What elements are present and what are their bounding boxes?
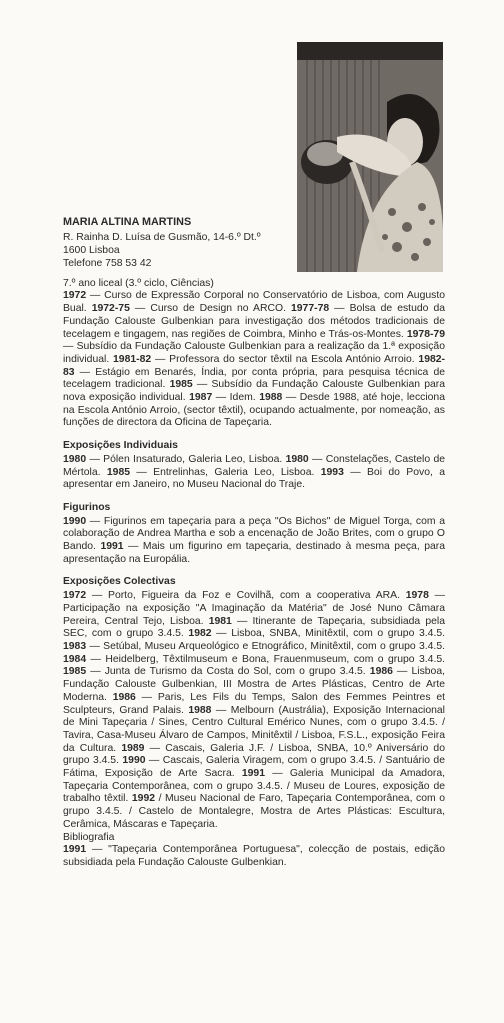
entry-text: — Itinerante de Tapeçaria, subsidiada pela SEC, com o grupo 3.4.5. <box>63 615 445 640</box>
entry-text: — Mais um figurino em tapeçaria, destinado à mesma peça, para apresentação na Europália. <box>63 541 445 565</box>
biography-document <box>63 216 445 870</box>
individual-exhibitions <box>63 454 445 492</box>
entry-text: — Junta de Turismo da Costa do Sol, com o grupo 3.4.5. <box>86 666 370 678</box>
entry-year: 1984 <box>63 653 87 665</box>
entry-year: 1985 <box>106 466 131 478</box>
section-title-individual: Exposições Individuais <box>63 440 178 452</box>
entry-year: 1988 <box>188 704 212 716</box>
bio-text: — Curso de Design no ARCO. <box>129 303 291 315</box>
bibliography-entries <box>63 844 445 869</box>
bio-text: — Desde 1988, até hoje, lecciona na Escola António Arroio, (sector têxtil), ocupando actualmente, por nomeação, as funções de directora da Oficina de Tapeçaria. <box>63 392 445 429</box>
bio-year: 1972-75 <box>91 303 130 315</box>
entry-year: 1993 <box>320 466 344 478</box>
entry-year: 1985 <box>63 666 87 678</box>
bio-text: — Professora do sector têxtil na Escola António Arroio. <box>151 353 419 365</box>
bio-year: 1982-83 <box>63 353 445 378</box>
entry-text: — Setúbal, Museu Arqueológico e Etnográfico, Minitêxtil, com o grupo 3.4.5. <box>86 640 445 652</box>
bio-year: 1977-78 <box>291 303 330 315</box>
entry-year: 1983 <box>63 640 87 652</box>
entry-year: 1991 <box>100 541 124 553</box>
bio-year: 1978-79 <box>406 328 445 340</box>
entry-year: 1978 <box>405 590 429 602</box>
education-line: 7.º ano liceal (3.º ciclo, Ciências) <box>63 277 214 289</box>
bio-text: — Subsídio da Fundação Calouste Gulbenkian para nova exposição individual. <box>63 379 445 404</box>
entry-year: 1990 <box>122 755 146 767</box>
entry-text: — Cascais, Galeria Viragem, com o grupo 3.4.5. / Santuário de Fátima, Exposição de Arte Sacra. <box>63 755 445 780</box>
collective-exhibitions <box>63 590 445 831</box>
entry-text: — Galeria Municipal da Amadora, Tapeçaria Contemporânea, com o grupo 3.4.5. / Museu de Loures, exposição de trabalho têxtil. <box>63 768 445 805</box>
entry-text: — Heidelberg, Têxtilmuseum e Bona, Frauenmuseum, com o grupo 3.4.5. <box>86 653 445 665</box>
address-phone: Telefone 758 53 42 <box>63 257 152 269</box>
entry-year: 1982 <box>188 628 212 640</box>
entry-year: 1972 <box>63 590 87 602</box>
entry-year: 1989 <box>121 742 145 754</box>
entry-text: — Boi do Povo, a apresentar em Janeiro, no Museu Nacional do Traje. <box>63 466 446 491</box>
bio-text: — Curso de Expressão Corporal no Conservatório de Lisboa, com Augusto Bual. <box>63 290 445 315</box>
entry-year: 1991 <box>63 844 87 856</box>
entry-year: 1991 <box>241 768 265 780</box>
bio-year: 1981-82 <box>113 353 152 365</box>
bio-year: 1988 <box>259 392 283 404</box>
entry-text: — Pólen Insaturado, Galeria Leo, Lisboa. <box>86 453 286 465</box>
bio-text: — Idem. <box>212 392 260 404</box>
entry-text: — Melbourn (Austrália), Exposição Internacional de Mini Tapeçaria / Sines, Centro Cultural Emérico Nunes, com o grupo 3.4.5. / Tavira, Casa-Museu Álvaro de Campos, Minitêxtil / Lisboa, F.S.L., exposição Feira da Cultura. <box>63 704 445 754</box>
entry-text: — Lisboa, Fundação Calouste Gulbenkian, III Mostra de Artes Plásticas, Centro de Arte Moderna. <box>63 666 446 703</box>
figurinos-entries <box>63 516 445 567</box>
entry-year: 1981 <box>208 615 232 627</box>
entry-year: 1990 <box>63 515 87 527</box>
entry-year: 1980 <box>63 453 87 465</box>
entry-year: 1986 <box>112 691 136 703</box>
entry-year: 1986 <box>369 666 393 678</box>
artist-name: MARIA ALTINA MARTINS <box>63 216 192 228</box>
entry-year: 1980 <box>285 453 309 465</box>
entry-text: — Constelações, Castelo de Mértola. <box>63 453 445 478</box>
entry-text: — Paris, Les Fils du Temps, Salon des Femmes Peintres et Sculpteurs, Grand Palais. <box>63 691 445 716</box>
section-title-figurinos: Figurinos <box>63 501 111 513</box>
entry-text: / Museu Nacional de Faro, Tapeçaria Contemporânea, com o grupo 3.4.5. / Castelo de Montalegre, Mostra de Artes Plásticas: Escultura, Cerâmica, Máscaras e Tapeçaria. <box>63 793 445 830</box>
bio-year: 1985 <box>169 379 193 391</box>
entry-text: — Entrelinhas, Galeria Leo, Lisboa. <box>130 466 321 478</box>
section-title-bibliografia: Bibliografia <box>63 831 115 843</box>
bio-text: — Subsídio da Fundação Calouste Gulbenkian para a realização da 1.ª exposição individual. <box>63 341 445 365</box>
artist-address <box>63 231 445 270</box>
entry-text: — Figurinos em tapeçaria para a peça "Os Bichos" de Miguel Torga, com a colaboração de Andrea Martha e sob a encenação de João Brites, com o grupo O Bando. <box>63 515 445 553</box>
entry-text: — Cascais, Galeria J.F. / Lisboa, SNBA, 10.º Aniversário do grupo 3.4.5. <box>63 742 445 767</box>
address-street: R. Rainha D. Luísa de Gusmão, 14-6.º Dt.º <box>63 231 261 243</box>
bio-year: 1987 <box>189 392 213 404</box>
biography-paragraph <box>63 290 445 430</box>
entry-year: 1992 <box>131 793 156 805</box>
section-title-colectivas: Exposições Colectivas <box>63 576 176 588</box>
bio-year: 1972 <box>63 290 87 302</box>
address-city: 1600 Lisboa <box>63 244 120 256</box>
bio-text: — Bolsa de estudo da Fundação Calouste Gulbenkian para investigação dos métodos tradicionais de tecelagem e tingagem, nas regiões de Coimbra, Minho e Trás-os-Montes. <box>63 303 445 340</box>
entry-text: — Lisboa, SNBA, Minitêxtil, com o grupo 3.4.5. <box>211 628 445 640</box>
bio-text: — Estágio em Benarés, Índia, por conta própria, para pesquisa técnica de tecelagem tradicional. <box>63 366 445 391</box>
entry-text: — "Tapeçaria Contemporânea Portuguesa", colecção de postais, edição subsidiada pela Fundação Calouste Gulbenkian. <box>63 844 445 868</box>
entry-text: — Participação na exposição "A Imaginação da Matéria" de José Nuno Câmara Pereira, Central Tejo, Lisboa. <box>63 590 445 627</box>
entry-text: — Porto, Figueira da Foz e Covilhã, com a cooperativa ARA. <box>86 590 406 602</box>
